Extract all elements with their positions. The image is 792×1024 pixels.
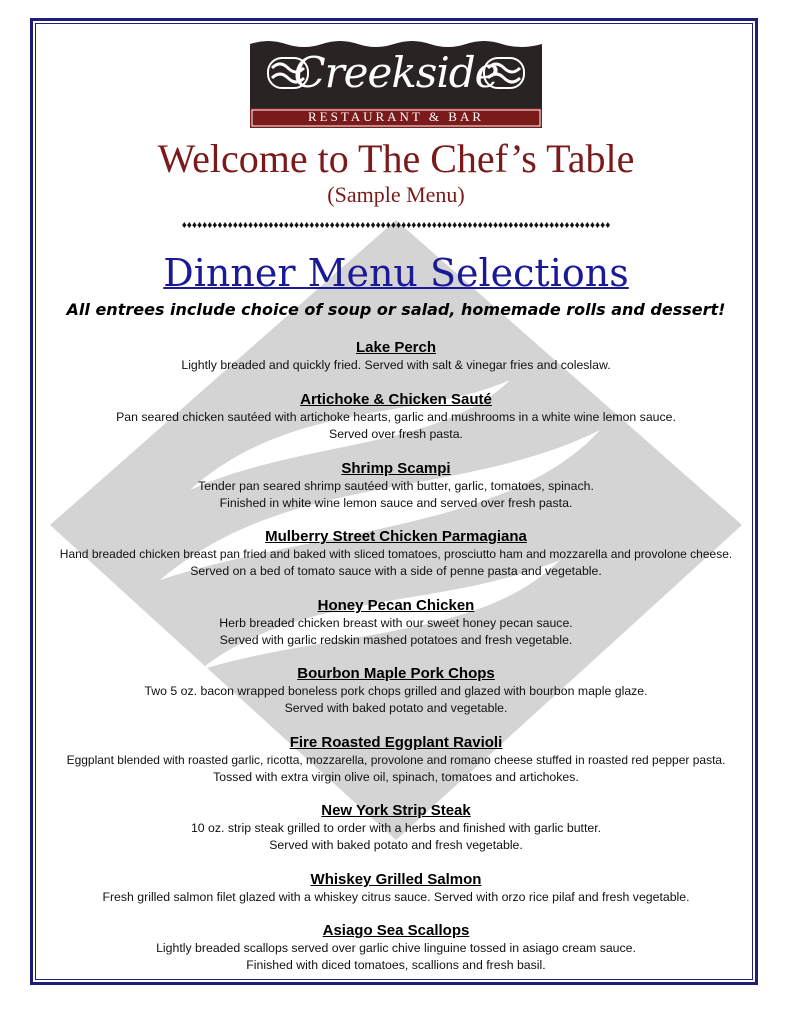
menu-item-name: Lake Perch	[355, 339, 437, 356]
menu-item	[36, 870, 756, 921]
menu-item-name: Artichoke & Chicken Sauté	[300, 391, 492, 408]
menu-item-description: Tossed with extra virgin olive oil, spinach, tomatoes and artichokes.	[213, 770, 579, 784]
menu-item-name: Honey Pecan Chicken	[317, 597, 475, 614]
menu-item	[36, 527, 756, 596]
menu-item	[36, 390, 756, 459]
menu-item-name: Whiskey Grilled Salmon	[310, 871, 482, 888]
menu-item-description: Lightly breaded and quickly fried. Served with salt & vinegar fries and coleslaw.	[181, 358, 611, 372]
menu-item-description: Hand breaded chicken breast pan fried and baked with sliced tomatoes, prosciutto ham and mozzarella and provolone cheese.	[59, 547, 733, 561]
section-title-text: Dinner Menu Selections	[163, 251, 629, 295]
menu-item-description: Served with garlic redskin mashed potatoes and fresh vegetable.	[219, 633, 573, 647]
logo-tagline: RESTAURANT & BAR	[307, 109, 484, 124]
menu-item-description: Served with baked potato and vegetable.	[284, 701, 508, 715]
menu-item-name: New York Strip Steak	[321, 802, 471, 819]
menu-item-description: Fresh grilled salmon filet glazed with a whiskey citrus sauce. Served with orzo rice pilaf and fresh vegetable.	[102, 890, 690, 904]
section-title	[0, 250, 792, 296]
menu-item-name: Bourbon Maple Pork Chops	[297, 665, 495, 682]
menu-item	[36, 921, 756, 977]
menu-item	[36, 338, 756, 390]
page-title: Welcome to The Chef’s Table	[157, 136, 635, 181]
menu-item-description: Tender pan seared shrimp sautéed with butter, garlic, tomatoes, spinach.	[198, 479, 594, 493]
menu-item-description: Herb breaded chicken breast with our sweet honey pecan sauce.	[219, 616, 573, 630]
diamond-divider: ♦♦♦♦♦♦♦♦♦♦♦♦♦♦♦♦♦♦♦♦♦♦♦♦♦♦♦♦♦♦♦♦♦♦♦♦♦♦♦♦♦♦♦♦♦♦♦♦♦♦♦♦♦♦♦♦♦♦♦♦♦♦♦♦♦♦♦♦♦♦♦♦♦♦♦♦♦♦♦♦♦♦♦♦	[181, 220, 611, 231]
menu-item-description: Pan seared chicken sautéed with artichoke hearts, garlic and mushrooms in a white wine lemon sauce.	[116, 410, 676, 424]
menu-item-name: Shrimp Scampi	[341, 460, 451, 477]
menu-item-description: Eggplant blended with roasted garlic, ricotta, mozzarella, provolone and romano cheese stuffed in roasted red pepper pasta.	[66, 753, 726, 767]
menu-item-description: Lightly breaded scallops served over garlic chive linguine tossed in asiago cream sauce.	[156, 941, 636, 955]
menu-item	[36, 459, 756, 527]
menu-item	[36, 733, 756, 801]
menu-item-description: Served with baked potato and fresh vegetable.	[269, 838, 523, 852]
menu-item	[36, 801, 756, 870]
menu-item-name: Asiago Sea Scallops	[322, 922, 470, 939]
menu-item-name: Fire Roasted Eggplant Ravioli	[289, 734, 503, 751]
menu-item-description: 10 oz. strip steak grilled to order with a herbs and finished with garlic butter.	[190, 821, 602, 835]
menu-item-name: Mulberry Street Chicken Parmagiana	[265, 528, 527, 545]
creekside-logo	[250, 38, 542, 128]
menu-item-description: Served on a bed of tomato sauce with a side of penne pasta and vegetable.	[190, 564, 602, 578]
page-subtitle: (Sample Menu)	[327, 182, 465, 207]
entree-note: All entrees include choice of soup or salad, homemade rolls and dessert!	[66, 300, 726, 319]
logo-name: Creekside	[293, 48, 499, 97]
menu-list	[36, 338, 756, 977]
menu-item-description: Served over fresh pasta.	[329, 427, 463, 441]
menu-item-description: Finished in white wine lemon sauce and served over fresh pasta.	[219, 496, 573, 510]
menu-item-description: Finished with diced tomatoes, scallions and fresh basil.	[246, 958, 546, 972]
menu-item	[36, 596, 756, 664]
menu-item	[36, 664, 756, 733]
menu-item-description: Two 5 oz. bacon wrapped boneless pork chops grilled and glazed with bourbon maple glaze.	[144, 684, 648, 698]
